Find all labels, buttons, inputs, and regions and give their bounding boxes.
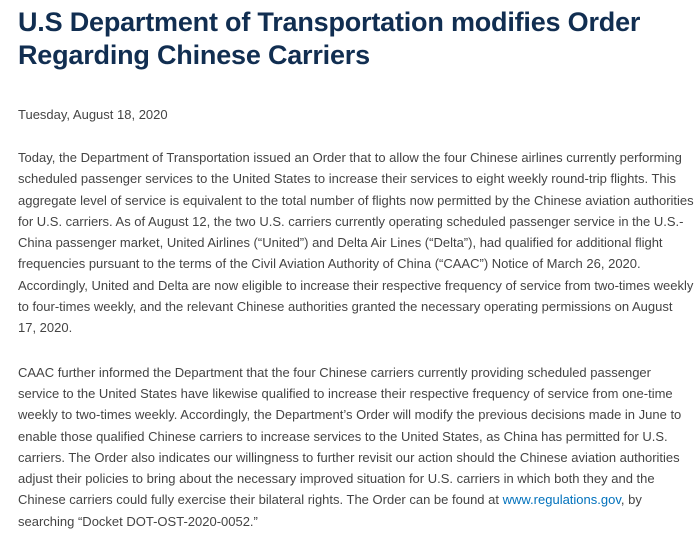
body-paragraph-2	[18, 362, 694, 532]
publish-date: Tuesday, August 18, 2020	[18, 107, 168, 122]
paragraph-2-text-end: , by searching “Docket DOT-OST-2020-0052.”	[18, 492, 642, 529]
paragraph-2-text: CAAC further informed the Department that the four Chinese carriers currently providing scheduled passenger service to the United States have likewise qualified to increase their respective frequency of service from one-time weekly to two-times weekly. Accordingly, the Department’s Order will modify the previous decisions made in June to enable those qualified Chinese carriers to increase services to the United States, as China has permitted for U.S. carriers. The Order also indicates our willingness to further revisit our action should the Chinese aviation authorities adjust their policies to bring about the necessary improved situation for U.S. carriers in which both they and the Chinese carriers could fully exercise their bilateral rights. The Order can be found at	[18, 364, 682, 508]
regulations-gov-link[interactable]: www.regulations.gov	[502, 492, 621, 508]
body-paragraph-1: Today, the Department of Transportation issued an Order that to allow the four Chinese airlines currently performing scheduled passenger services to the United States to increase their services to eight weekly round-trip flights. This aggregate level of service is equivalent to the total number of flights now permitted by the Chinese aviation authorities for U.S. carriers. As of August 12, the two U.S. carriers currently operating scheduled passenger service in the U.S.-China passenger market, United Airlines (“United”) and Delta Air Lines (“Delta”), had qualified for additional flight frequencies pursuant to the terms of the Civil Aviation Authority of China (“CAAC”) Notice of March 26, 2020. Accordingly, United and Delta are now eligible to increase their respective frequency of service from two-times weekly to four-times weekly, and the relevant Chinese authorities granted the necessary operating permissions on August 17, 2020.	[18, 150, 694, 336]
press-release	[18, 6, 698, 532]
page-title: U.S Department of Transportation modifies Order Regarding Chinese Carriers	[18, 7, 641, 70]
